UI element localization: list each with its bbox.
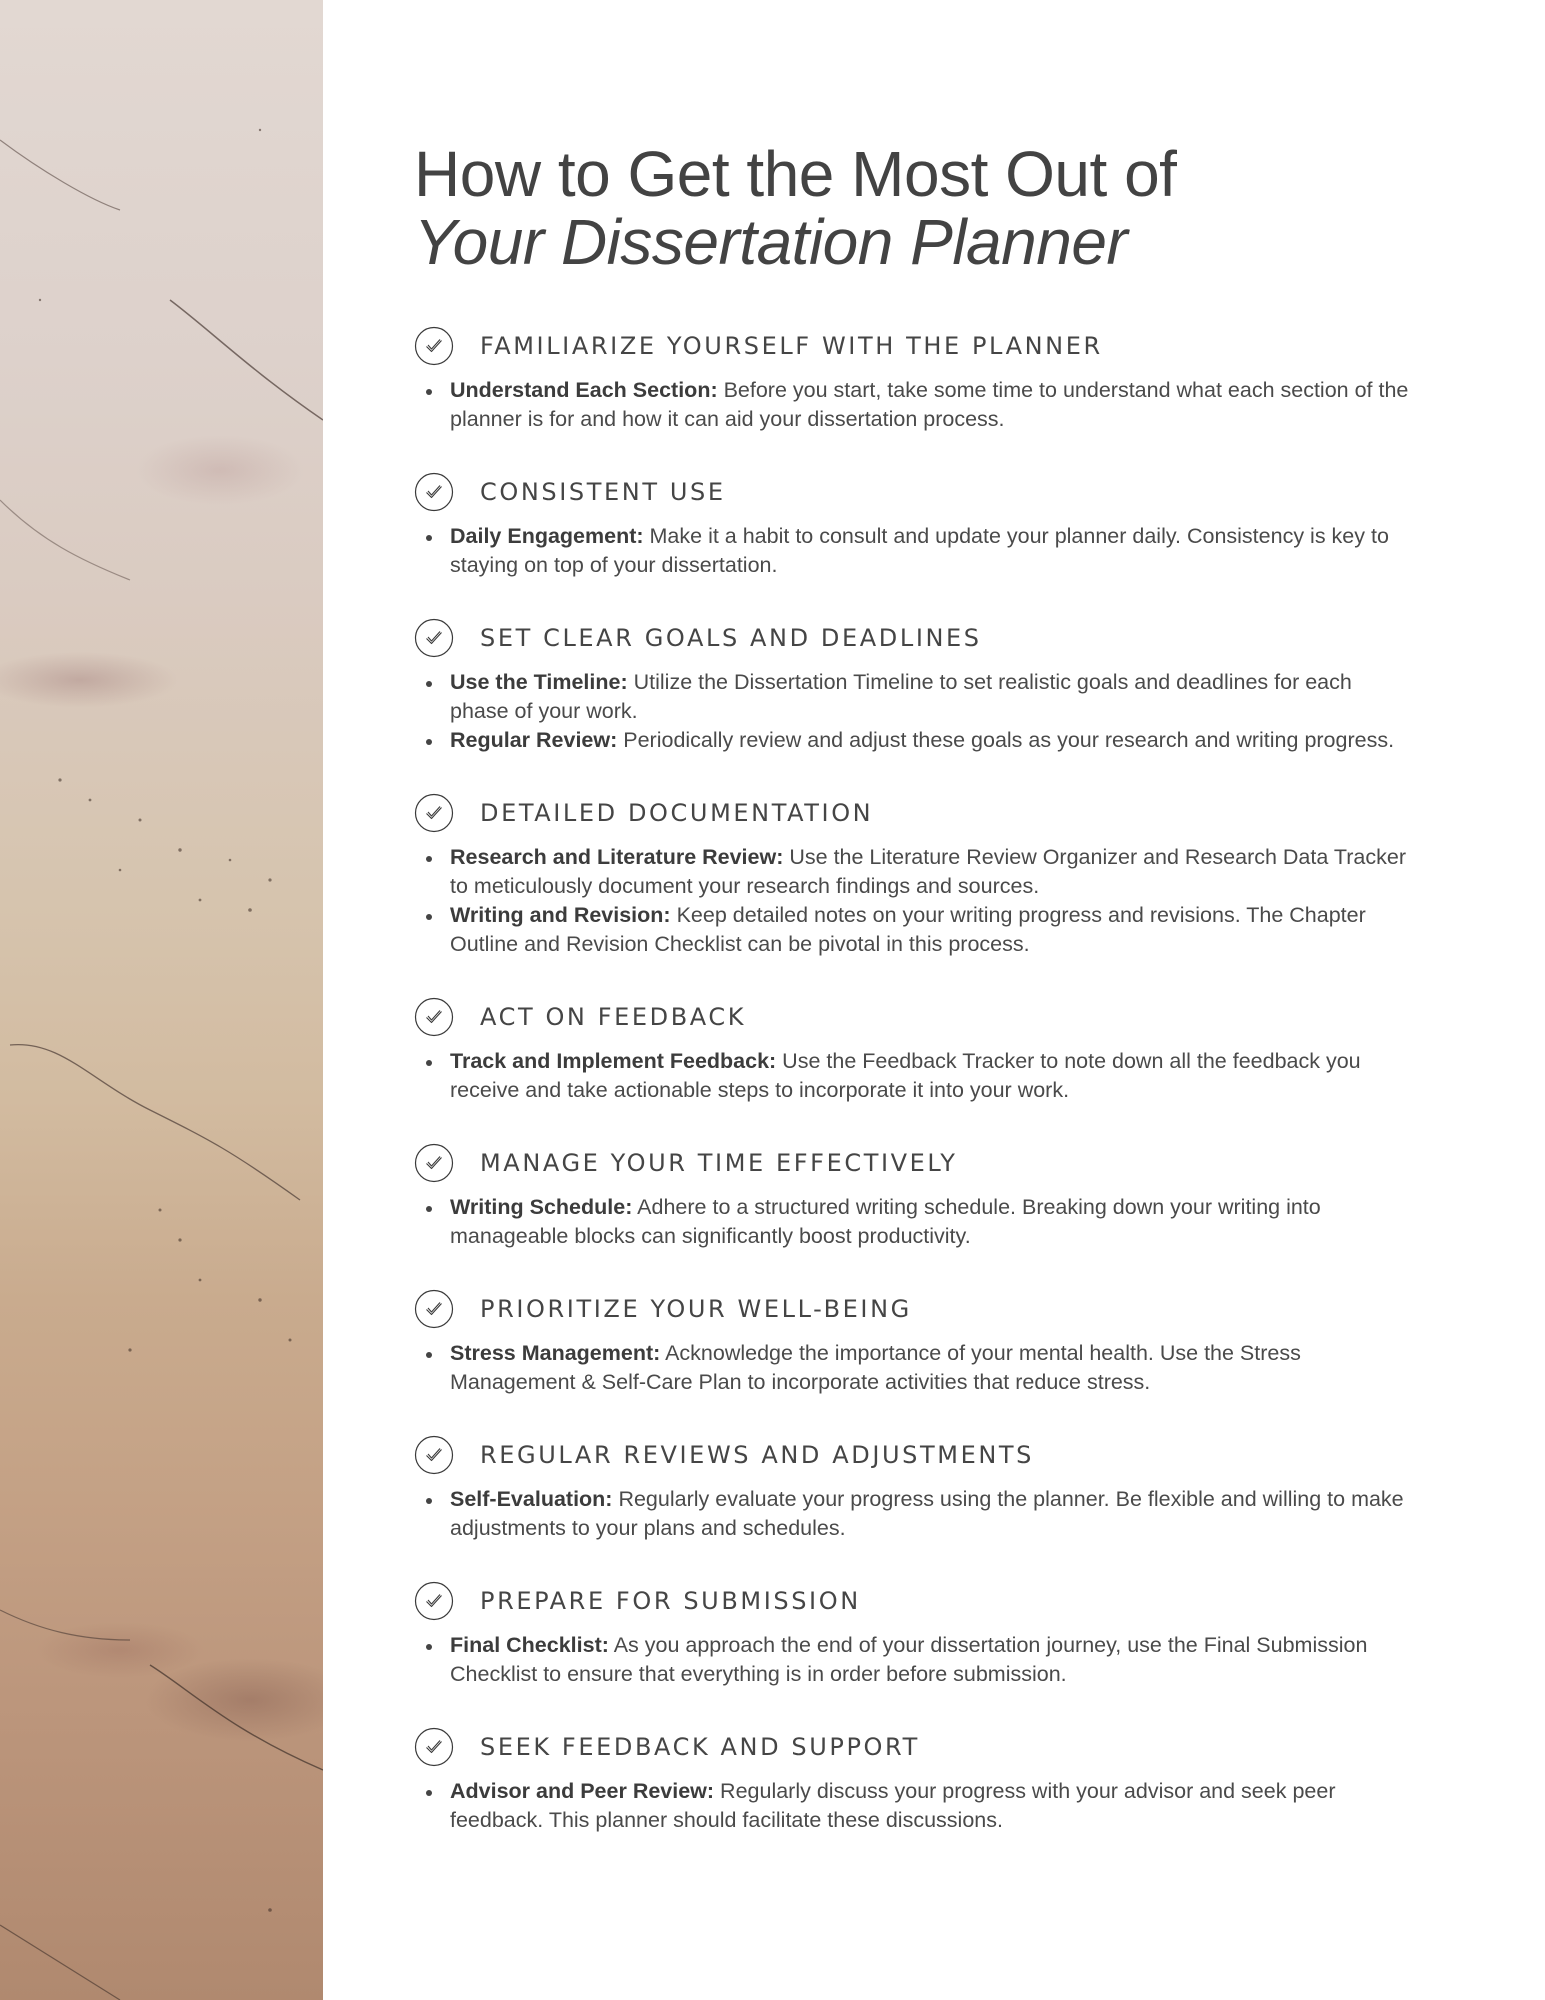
check-circle-icon (414, 618, 454, 658)
check-circle-icon (414, 1289, 454, 1329)
section-header (414, 470, 1414, 514)
check-circle-icon (414, 997, 454, 1037)
tip-section (414, 791, 1414, 959)
check-circle-icon (414, 1143, 454, 1183)
bullet-list (414, 1339, 1414, 1397)
tip-section (414, 1141, 1414, 1251)
title-line-1: How to Get the Most Out of (414, 138, 1177, 210)
bullet-list (414, 1485, 1414, 1543)
bullet-item (450, 1485, 1414, 1543)
bullet-label: Writing Schedule: (450, 1195, 633, 1219)
bullet-label: Regular Review: (450, 728, 618, 752)
tip-section (414, 616, 1414, 755)
tip-section (414, 995, 1414, 1105)
bullet-text: Acknowledge the importance of your mental health. Use the Stress Management & Self-Care Plan to incorporate activities that reduce stress. (450, 1341, 1301, 1394)
title-line-2: Your Dissertation Planner (414, 206, 1128, 278)
bullet-item (450, 1339, 1414, 1397)
section-header (414, 995, 1414, 1039)
bullet-list (414, 1777, 1414, 1835)
bullet-text: Make it a habit to consult and update your planner daily. Consistency is key to staying on top of your dissertation. (450, 524, 1389, 577)
tip-section (414, 1433, 1414, 1543)
bullet-label: Stress Management: (450, 1341, 661, 1365)
bullet-label: Final Checklist: (450, 1633, 609, 1657)
check-circle-icon (414, 1435, 454, 1475)
bullet-label: Daily Engagement: (450, 524, 644, 548)
bullet-label: Advisor and Peer Review: (450, 1779, 715, 1803)
bullet-text: Regularly discuss your progress with your advisor and seek peer feedback. This planner should facilitate these discussions. (450, 1779, 1336, 1832)
section-title: DETAILED DOCUMENTATION (480, 799, 874, 827)
decorative-stone-texture-panel (0, 0, 323, 2000)
section-title: PRIORITIZE YOUR WELL-BEING (480, 1295, 912, 1323)
section-title: SET CLEAR GOALS AND DEADLINES (480, 624, 982, 652)
section-header (414, 1579, 1414, 1623)
bullet-list (414, 843, 1414, 959)
bullet-text: As you approach the end of your dissertation journey, use the Final Submission Checklist to ensure that everything is in order before submission. (450, 1633, 1368, 1686)
bullet-label: Research and Literature Review: (450, 845, 784, 869)
bullet-item (450, 843, 1414, 901)
bullet-text: Keep detailed notes on your writing progress and revisions. The Chapter Outline and Revision Checklist can be pivotal in this process. (450, 903, 1366, 956)
section-title: MANAGE YOUR TIME EFFECTIVELY (480, 1149, 958, 1177)
bullet-item (450, 1047, 1414, 1105)
bullet-list (414, 1193, 1414, 1251)
bullet-item (450, 522, 1414, 580)
section-title: CONSISTENT USE (480, 478, 726, 506)
check-circle-icon (414, 1727, 454, 1767)
bullet-text: Adhere to a structured writing schedule. Breaking down your writing into manageable blocks can significantly boost productivity. (450, 1195, 1321, 1248)
section-title: FAMILIARIZE YOURSELF WITH THE PLANNER (480, 332, 1103, 360)
bullet-item (450, 1631, 1414, 1689)
section-header (414, 1287, 1414, 1331)
tip-section (414, 324, 1414, 434)
section-header (414, 616, 1414, 660)
bullet-list (414, 1631, 1414, 1689)
main-content (414, 140, 1414, 1871)
tip-section (414, 470, 1414, 580)
section-header (414, 791, 1414, 835)
bullet-list (414, 668, 1414, 755)
bullet-text: Use the Feedback Tracker to note down all the feedback you receive and take actionable steps to incorporate it into your work. (450, 1049, 1361, 1102)
bullet-text: Periodically review and adjust these goals as your research and writing progress. (617, 728, 1395, 752)
bullet-list (414, 376, 1414, 434)
check-circle-icon (414, 472, 454, 512)
bullet-item (450, 376, 1414, 434)
check-circle-icon (414, 793, 454, 833)
bullet-label: Understand Each Section: (450, 378, 718, 402)
section-header (414, 1725, 1414, 1769)
bullet-item (450, 901, 1414, 959)
section-title: REGULAR REVIEWS AND ADJUSTMENTS (480, 1441, 1034, 1469)
bullet-text: Before you start, take some time to understand what each section of the planner is for and how it can aid your dissertation process. (450, 378, 1409, 431)
bullet-list (414, 1047, 1414, 1105)
bullet-text: Use the Literature Review Organizer and Research Data Tracker to meticulously document your research findings and sources. (450, 845, 1406, 898)
bullet-item (450, 668, 1414, 726)
section-header (414, 324, 1414, 368)
bullet-item (450, 1777, 1414, 1835)
tips-list (414, 324, 1414, 1835)
section-title: SEEK FEEDBACK AND SUPPORT (480, 1733, 920, 1761)
section-title: ACT ON FEEDBACK (480, 1003, 747, 1031)
bullet-item (450, 1193, 1414, 1251)
bullet-list (414, 522, 1414, 580)
check-circle-icon (414, 326, 454, 366)
tip-section (414, 1579, 1414, 1689)
tip-section (414, 1725, 1414, 1835)
stone-crack-lines (0, 0, 323, 2000)
bullet-item (450, 726, 1414, 755)
section-title: PREPARE FOR SUBMISSION (480, 1587, 861, 1615)
bullet-label: Track and Implement Feedback: (450, 1049, 777, 1073)
section-header (414, 1433, 1414, 1477)
bullet-label: Self-Evaluation: (450, 1487, 613, 1511)
bullet-label: Use the Timeline: (450, 670, 628, 694)
check-circle-icon (414, 1581, 454, 1621)
bullet-text: Regularly evaluate your progress using the planner. Be flexible and willing to make adjustments to your plans and schedules. (450, 1487, 1404, 1540)
tip-section (414, 1287, 1414, 1397)
bullet-label: Writing and Revision: (450, 903, 671, 927)
page-title (414, 140, 1414, 276)
bullet-text: Utilize the Dissertation Timeline to set realistic goals and deadlines for each phase of your work. (450, 670, 1352, 723)
section-header (414, 1141, 1414, 1185)
